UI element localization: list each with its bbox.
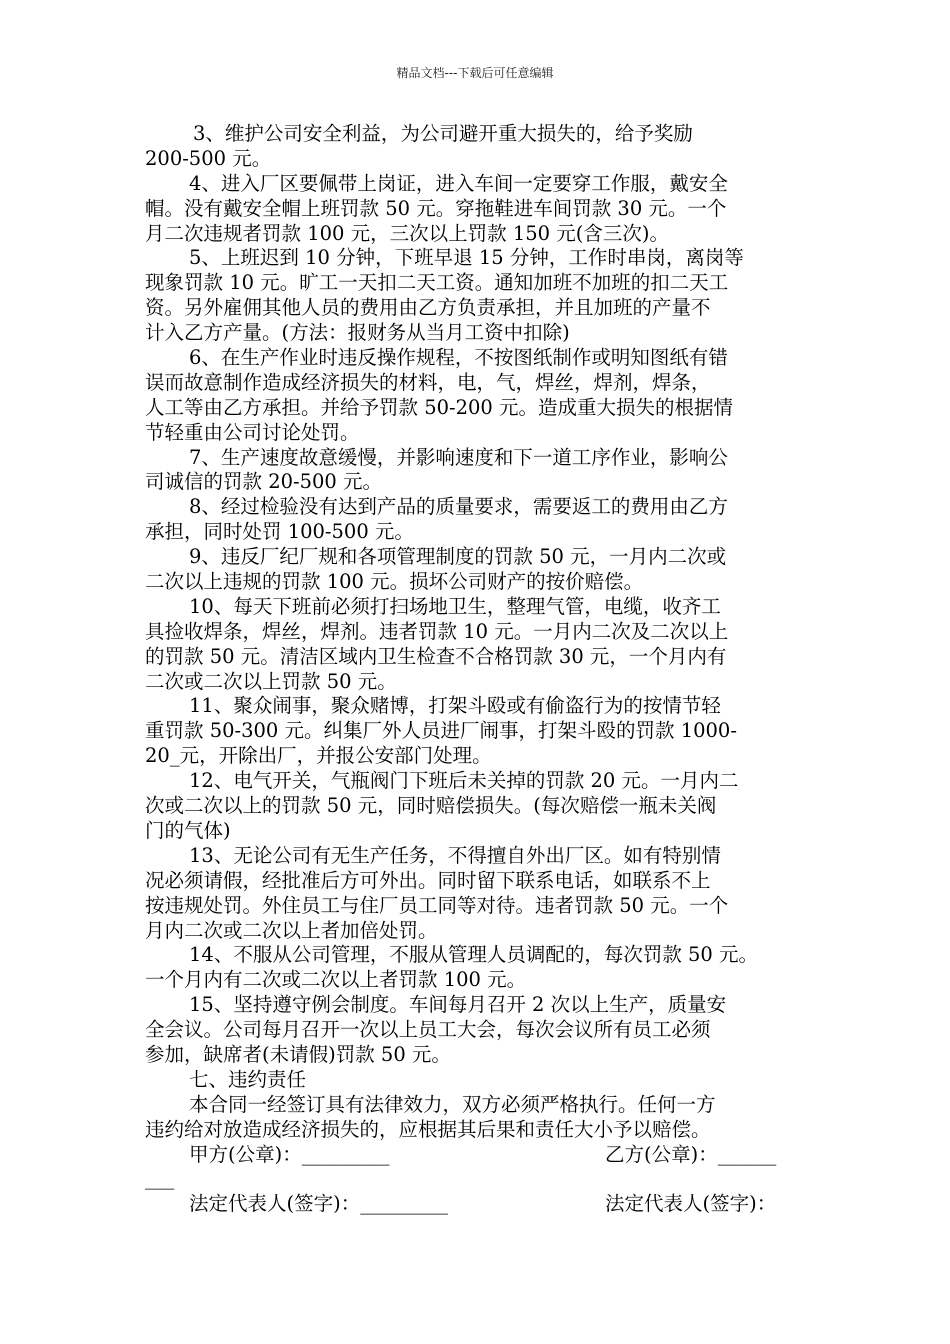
text-line: 13、无论公司有无生产任务，不得擅自外出厂区。如有特别情 bbox=[189, 843, 721, 867]
text-line: 具捡收焊条，焊丝，焊剂。违者罚款 10 元。一月内二次及二次以上 bbox=[145, 619, 729, 643]
seal-row bbox=[145, 1143, 813, 1168]
text-line: 二次以上违规的罚款 100 元。损坏公司财产的按价赔偿。 bbox=[145, 570, 644, 594]
text-line: 一个月内有二次或二次以上者罚款 100 元。 bbox=[145, 968, 527, 992]
text-line: 计入乙方产量。(方法：报财务从当月工资中扣除) bbox=[145, 321, 570, 345]
text-line: 的罚款 50 元。清洁区域内卫生检查不合格罚款 30 元，一个月内有 bbox=[145, 644, 727, 668]
party-a-seal: 甲方(公章)：_________ bbox=[189, 1142, 390, 1166]
text-line: 月二次违规者罚款 100 元，三次以上罚款 150 元(含三次)。 bbox=[145, 221, 669, 245]
text-line: 人工等由乙方承担。并给予罚款 50-200 元。造成重大损失的根据情 bbox=[145, 395, 734, 419]
text-line: 10、每天下班前必须打扫场地卫生，整理气管，电缆，收齐工 bbox=[189, 594, 721, 618]
text-line: 司诚信的罚款 20-500 元。 bbox=[145, 470, 383, 494]
text-line: 帽。没有戴安全帽上班罚款 50 元。穿拖鞋进车间罚款 30 元。一个 bbox=[145, 196, 727, 220]
text-line: 11、聚众闹事，聚众赌博，打架斗殴或有偷盗行为的按情节轻 bbox=[189, 694, 721, 718]
text-line: 次或二次以上的罚款 50 元，同时赔偿损失。(每次赔偿一瓶未关阀 bbox=[145, 794, 717, 818]
party-b-seal: 乙方(公章)：______ bbox=[605, 1142, 777, 1166]
text-line: 重罚款 50-300 元。纠集厂外人员进厂闹事，打架斗殴的罚款 1000- bbox=[145, 719, 737, 743]
text-line: 全会议。公司每月召开一次以上员工大会，每次会议所有员工必须 bbox=[145, 1018, 711, 1042]
text-line: 七、违约责任 bbox=[189, 1067, 307, 1091]
text-line: 节轻重由公司讨论处罚。 bbox=[145, 420, 360, 444]
text-line: 二次或二次以上罚款 50 元。 bbox=[145, 669, 397, 693]
text-line: 参加，缺席者(未请假)罚款 50 元。 bbox=[145, 1042, 451, 1066]
document-body bbox=[145, 122, 813, 1217]
text-line: 资。另外雇佣其他人员的费用由乙方负责承担，并且加班的产量不 bbox=[145, 296, 711, 320]
page-header: 精品文档---下载后可任意编辑 bbox=[396, 66, 554, 80]
representative-row bbox=[145, 1192, 813, 1217]
text-line: 况必须请假，经批准后方可外出。同时留下联系电话，如联系不上 bbox=[145, 868, 711, 892]
text-line: 4、进入厂区要佩带上岗证，进入车间一定要穿工作服，戴安全 bbox=[189, 171, 728, 195]
text-line: 12、电气开关，气瓶阀门下班后未关掉的罚款 20 元。一月内二 bbox=[189, 769, 739, 793]
text-line: 本合同一经签订具有法律效力，双方必须严格执行。任何一方 bbox=[189, 1092, 716, 1116]
text-line: 7、生产速度故意缓慢，并影响速度和下一道工序作业，影响公 bbox=[189, 445, 728, 469]
text-line: 5、上班迟到 10 分钟，下班早退 15 分钟，工作时串岗，离岗等 bbox=[189, 246, 744, 270]
text-line: 200-500 元。 bbox=[145, 146, 272, 170]
text-line: 门的气体) bbox=[145, 818, 231, 842]
text-line: 3、维护公司安全利益，为公司避开重大损失的，给予奖励 bbox=[193, 122, 693, 145]
text-line: 误而故意制作造成经济损失的材料，电，气，焊丝，焊剂，焊条， bbox=[145, 370, 711, 394]
party-a-representative: 法定代表人(签字)：_________ bbox=[189, 1192, 448, 1216]
text-line: 14、不服从公司管理，不服从管理人员调配的，每次罚款 50 元。 bbox=[189, 943, 759, 967]
text-line: 月内二次或二次以上者加倍处罚。 bbox=[145, 918, 438, 942]
text-line: 违约给对放造成经济损失的，应根据其后果和责任大小予以赔偿。 bbox=[145, 1117, 711, 1141]
text-line: 20_元，开除出厂，并报公安部门处理。 bbox=[145, 744, 492, 768]
text-line: 9、违反厂纪厂规和各项管理制度的罚款 50 元，一月内二次或 bbox=[189, 545, 727, 569]
text-line: 15、坚持遵守例会制度。车间每月召开 2 次以上生产，质量安 bbox=[189, 993, 727, 1017]
text-line: 按违规处罚。外住员工与住厂员工同等对待。违者罚款 50 元。一个 bbox=[145, 893, 729, 917]
text-line: 承担，同时处罚 100-500 元。 bbox=[145, 520, 414, 544]
text-line: 8、经过检验没有达到产品的质量要求，需要返工的费用由乙方 bbox=[189, 495, 728, 519]
text-line: 6、在生产作业时违反操作规程，不按图纸制作或明知图纸有错 bbox=[189, 346, 728, 370]
party-b-representative: 法定代表人(签字)： bbox=[605, 1192, 777, 1216]
seal-overflow-row bbox=[145, 1167, 813, 1192]
text-line: 现象罚款 10 元。旷工一天扣二天工资。通知加班不加班的扣二天工 bbox=[145, 271, 729, 295]
seal-underline-overflow: ___ bbox=[145, 1167, 175, 1191]
clause-list bbox=[145, 122, 813, 1143]
